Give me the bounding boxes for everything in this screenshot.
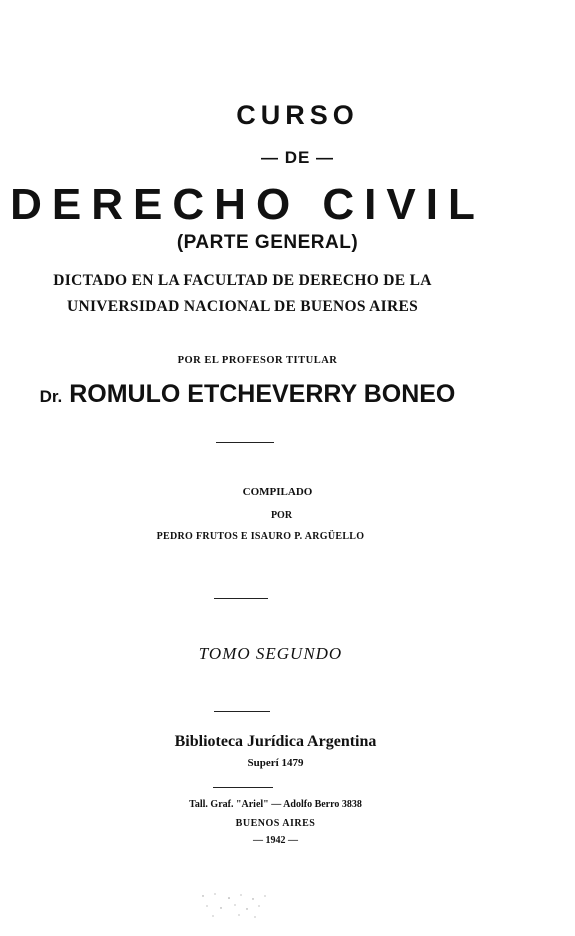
main-title: DERECHO CIVIL bbox=[10, 180, 485, 229]
compilers-line: PEDRO FRUTOS E ISAURO P. ARGÜELLO bbox=[156, 531, 365, 542]
divider-3 bbox=[214, 711, 270, 712]
author-name: ROMULO ETCHEVERRY BONEO bbox=[69, 380, 456, 408]
dictado-line-1: DICTADO EN LA FACULTAD DE DERECHO DE LA bbox=[53, 272, 432, 289]
author-line bbox=[0, 380, 535, 409]
subtitle: (PARTE GENERAL) bbox=[176, 232, 359, 253]
por-profesor-label: POR EL PROFESOR TITULAR bbox=[177, 355, 338, 366]
year-line: — 1942 — bbox=[253, 835, 298, 846]
por-label: POR bbox=[270, 510, 293, 521]
compilado-label: COMPILADO bbox=[242, 486, 313, 498]
publisher-name: Biblioteca Jurídica Argentina bbox=[174, 733, 377, 750]
printer-line: Tall. Graf. "Ariel" — Adolfo Berro 3838 bbox=[189, 799, 362, 810]
print-specks bbox=[195, 890, 275, 920]
publisher-address: Superí 1479 bbox=[247, 757, 304, 769]
dictado-line-2: UNIVERSIDAD NACIONAL DE BUENOS AIRES bbox=[66, 298, 418, 315]
author-prefix: Dr. bbox=[39, 387, 63, 406]
curso-heading: CURSO bbox=[236, 100, 359, 130]
volume-title: TOMO SEGUNDO bbox=[198, 644, 343, 663]
divider-1 bbox=[216, 442, 274, 443]
divider-2 bbox=[214, 598, 268, 599]
divider-4 bbox=[213, 787, 273, 788]
city-line: BUENOS AIRES bbox=[235, 818, 316, 829]
de-connector: — DE — bbox=[260, 148, 335, 167]
